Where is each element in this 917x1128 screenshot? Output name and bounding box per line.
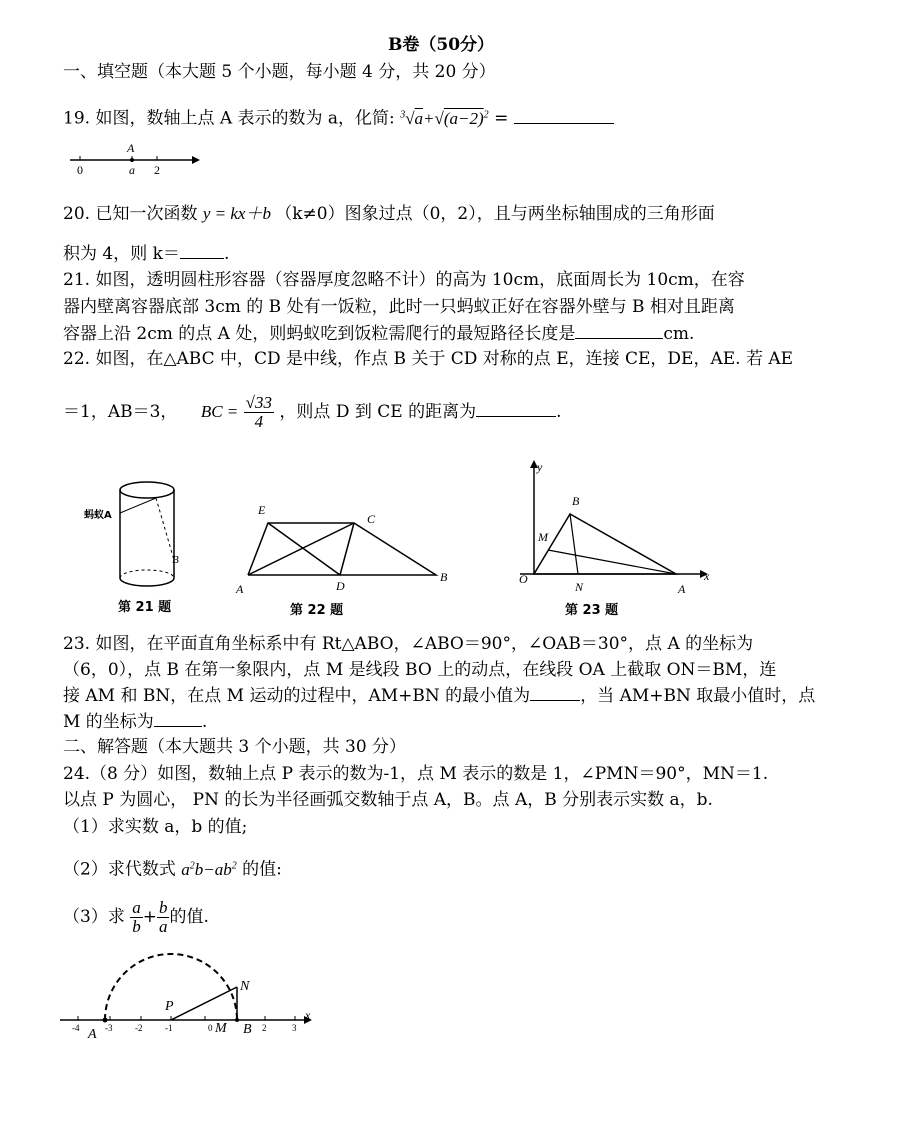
q24-part-2-text: （2）求代数式: [63, 859, 176, 880]
question-22-line-1: 22. 如图，在△ABC 中，CD 是中线，作点 B 关于 CD 对称的点 E，连接 CE，DE，AE. 若 AE: [63, 349, 794, 369]
question-22-line-2: [63, 388, 562, 436]
question-21-line-3: [63, 323, 694, 345]
figure-24-number-line-arc: [60, 945, 320, 1045]
fig24-tick-neg4: -4: [72, 1023, 80, 1033]
q19-answer-blank: [514, 109, 614, 124]
figure-21-cylinder: [100, 478, 200, 598]
fig24-label-A: A: [88, 1027, 97, 1042]
q24-part-3-end: 的值.: [169, 907, 209, 927]
q22-given: ＝1，AB＝3，: [63, 402, 178, 422]
point-M: [235, 1018, 239, 1022]
q19-label-a: a: [129, 163, 135, 177]
q19-label-2: 2: [154, 163, 160, 177]
point-a: [130, 158, 134, 162]
question-24-part-3: （3）求 $\frac{a}{b}$ + $\frac{b}{a}$ 的值.: [63, 898, 209, 936]
q19-text: 19. 如图，数轴上点 A 表示的数为 a，化简:: [63, 108, 395, 129]
q23-line-3-text-b: ，当 AM+BN 取最小值时，点: [580, 686, 816, 706]
q22-fraction-denominator: 4: [254, 412, 264, 431]
q19-label-0: 0: [77, 163, 83, 177]
q22-question: ，则点 D 到 CE 的距离为: [279, 402, 477, 422]
q21-line-3-end: cm.: [663, 324, 695, 344]
question-24-line-2: 以点 P 为圆心， PN 的长为半径画弧交数轴于点 A，B。点 A，B 分别表示实数 a，b.: [63, 790, 713, 810]
q24-part-3-text: （3）求: [63, 907, 125, 927]
fig22-label-D: D: [336, 579, 345, 593]
fig23-label-A: A: [678, 582, 686, 596]
fig24-tick-3: 3: [292, 1023, 297, 1033]
q20-line-2-text: 积为 4，则 k＝: [63, 244, 180, 264]
q23-answer-blank-1: [530, 686, 580, 701]
fig24-label-x: x: [305, 1008, 311, 1022]
q20-text-a: 20. 已知一次函数: [63, 204, 198, 224]
q23-answer-blank-2: [154, 712, 202, 727]
fig22-caption: 第 22 题: [290, 603, 344, 618]
q24-expression: $a^2b-ab^2$: [181, 859, 237, 879]
q20-line-2-end: .: [223, 244, 230, 264]
page-title: B卷（50分）: [388, 35, 495, 55]
question-24-part-2: [63, 855, 282, 881]
q21-line-3-text: 容器上沿 2cm 的点 A 处，则蚂蚁吃到饭粒需爬行的最短路径长度是: [63, 324, 576, 344]
fig23-label-y: y: [537, 460, 543, 474]
question-23-line-3: [63, 685, 815, 707]
segment-PN: [171, 987, 237, 1020]
question-24-part-1: （1）求实数 a，b 的值;: [63, 817, 248, 837]
q24-fraction-a-over-b: $\frac{a}{b}$: [132, 898, 141, 936]
fig22-label-C: C: [367, 512, 376, 526]
q21-answer-blank: [575, 324, 663, 339]
question-21-line-2: 器内壁离容器底部 3cm 的 B 处有一饭粒，此时一只蚂蚁正好在容器外壁与 B 相对且距离: [63, 297, 735, 317]
fig24-label-M: M: [215, 1021, 227, 1036]
q19-equals: =: [494, 108, 509, 129]
fig24-tick-neg3: -3: [105, 1023, 113, 1033]
fig23-caption: 第 23 题: [565, 603, 619, 618]
q19-label-A: A: [127, 141, 135, 155]
fig22-label-A: A: [236, 582, 244, 596]
question-23-line-4: [63, 711, 207, 733]
q24-part-2-end: 的值:: [242, 859, 282, 880]
fig24-tick-0: 0: [208, 1023, 213, 1033]
q22-bc-fraction: [244, 394, 274, 431]
q22-fraction-numerator: √33: [245, 393, 273, 412]
figure-23-coordinate-diagram: [520, 458, 715, 583]
fig23-label-M: M: [538, 530, 548, 544]
q22-end: .: [556, 402, 562, 422]
question-23-line-2: （6，0），点 B 在第一象限内，点 M 是线段 BO 上的动点，在线段 OA 上截取 ON＝BM，连: [63, 660, 777, 680]
section-2-heading: 二、解答题（本大题共 3 个小题，共 30 分）: [63, 737, 407, 757]
question-19: [63, 104, 614, 130]
fig24-label-N: N: [240, 979, 250, 994]
number-line-arrow: [192, 156, 200, 164]
question-20-line-2: [63, 243, 229, 265]
q20-answer-blank: [180, 244, 224, 259]
q22-answer-blank: [476, 402, 556, 417]
question-24-line-1: 24.（8 分）如图，数轴上点 P 表示的数为-1，点 M 表示的数是 1，∠PMN＝90°，MN＝1.: [63, 764, 769, 784]
point-A: [103, 1018, 108, 1023]
q23-line-3-text-a: 接 AM 和 BN，在点 M 运动的过程中，AM+BN 的最小值为: [63, 686, 531, 706]
q19-expression: $^3√a+√(a-2)^2$: [400, 108, 489, 128]
fig24-tick-2: 2: [262, 1023, 267, 1033]
q20-function: y = kx＋b: [202, 204, 276, 223]
q23-line-4-text: M 的坐标为: [63, 712, 154, 732]
q24-fraction-b-over-a: $\frac{b}{a}$: [158, 898, 168, 936]
fig22-label-E: E: [258, 503, 266, 517]
figure-22-triangle: [248, 515, 438, 585]
fig24-label-P: P: [165, 999, 174, 1014]
fig23-label-B: B: [572, 494, 580, 508]
fig23-label-O: O: [519, 572, 528, 586]
fig21-label-B: B: [172, 554, 179, 566]
q23-line-4-end: .: [201, 712, 208, 732]
question-21-line-1: 21. 如图，透明圆柱形容器（容器厚度忽略不计）的高为 10cm，底面周长为 10cm，在容: [63, 270, 745, 290]
fig22-label-B: B: [440, 570, 448, 584]
question-23-line-1: 23. 如图，在平面直角坐标系中有 Rt△ABO，∠ABO＝90°，∠OAB＝30°，点 A 的坐标为: [63, 634, 754, 654]
fig21-ant-label: 蚂蚁A: [84, 510, 112, 521]
q20-text-b: （k≠0）图象过点（0，2），且与两坐标轴围成的三角形面: [275, 204, 715, 224]
section-1-heading: 一、填空题（本大题 5 个小题，每小题 4 分，共 20 分）: [63, 62, 496, 82]
fig21-caption: 第 21 题: [118, 600, 172, 615]
question-20-line-1: [63, 203, 715, 225]
fig24-tick-neg1: -1: [165, 1023, 173, 1033]
fig23-label-N: N: [575, 580, 584, 594]
fig23-label-x: x: [704, 569, 710, 583]
fig24-label-B: B: [243, 1022, 252, 1037]
q22-bc-label: BC =: [200, 402, 239, 421]
fig24-tick-neg2: -2: [135, 1023, 143, 1033]
